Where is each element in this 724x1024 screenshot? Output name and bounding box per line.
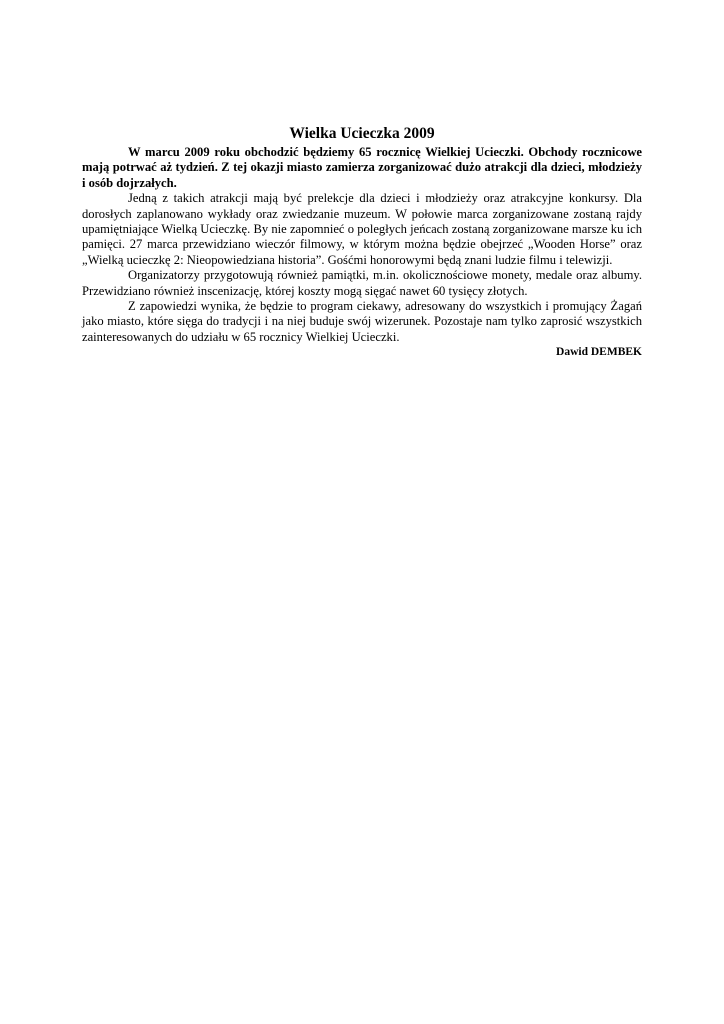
article-author: Dawid DEMBEK bbox=[556, 346, 642, 359]
article-lead: W marcu 2009 roku obchodzić będziemy 65 rocznicę Wielkiej Ucieczki. Obchody rocznicowe mają potrwać aż tydzień. Z tej okazji miasto zamierza zorganizować dużo atrakcji dla dzieci, młodzieży i osób dojrzałych. bbox=[82, 145, 642, 190]
article-title: Wielka Ucieczka 2009 bbox=[289, 125, 435, 142]
document-page bbox=[82, 124, 642, 361]
article-paragraph: Z zapowiedzi wynika, że będzie to program ciekawy, adresowany do wszystkich i promujący Żagań jako miasto, które sięga do tradycji i na niej buduje swój wizerunek. Pozostaje nam tylko zaprosić wszystkich zainteresowanych do udziału w 65 rocznicy Wielkiej Ucieczki. bbox=[82, 299, 642, 344]
article-paragraph: Organizatorzy przygotowują również pamiątki, m.in. okolicznościowe monety, medale oraz albumy. Przewidziano również inscenizację, której koszty mogą sięgać nawet 60 tysięcy złotych. bbox=[82, 268, 642, 298]
article-paragraph: Jedną z takich atrakcji mają być prelekcje dla dzieci i młodzieży oraz atrakcyjne konkursy. Dla dorosłych zaplanowano wykłady oraz zwiedzanie muzeum. W połowie marca zorganizowane zostaną rajdy upamiętniające Wielką Ucieczkę. By nie zapomnieć o poległych jeńcach zostaną zorganizowane marsze ku ich pamięci. 27 marca przewidziano wieczór filmowy, w którym można będzie obejrzeć „Wooden Horse” oraz „Wielką ucieczkę 2: Nieopowiedziana historia”. Gośćmi honorowymi będą znani ludzie filmu i telewizji. bbox=[82, 191, 642, 267]
